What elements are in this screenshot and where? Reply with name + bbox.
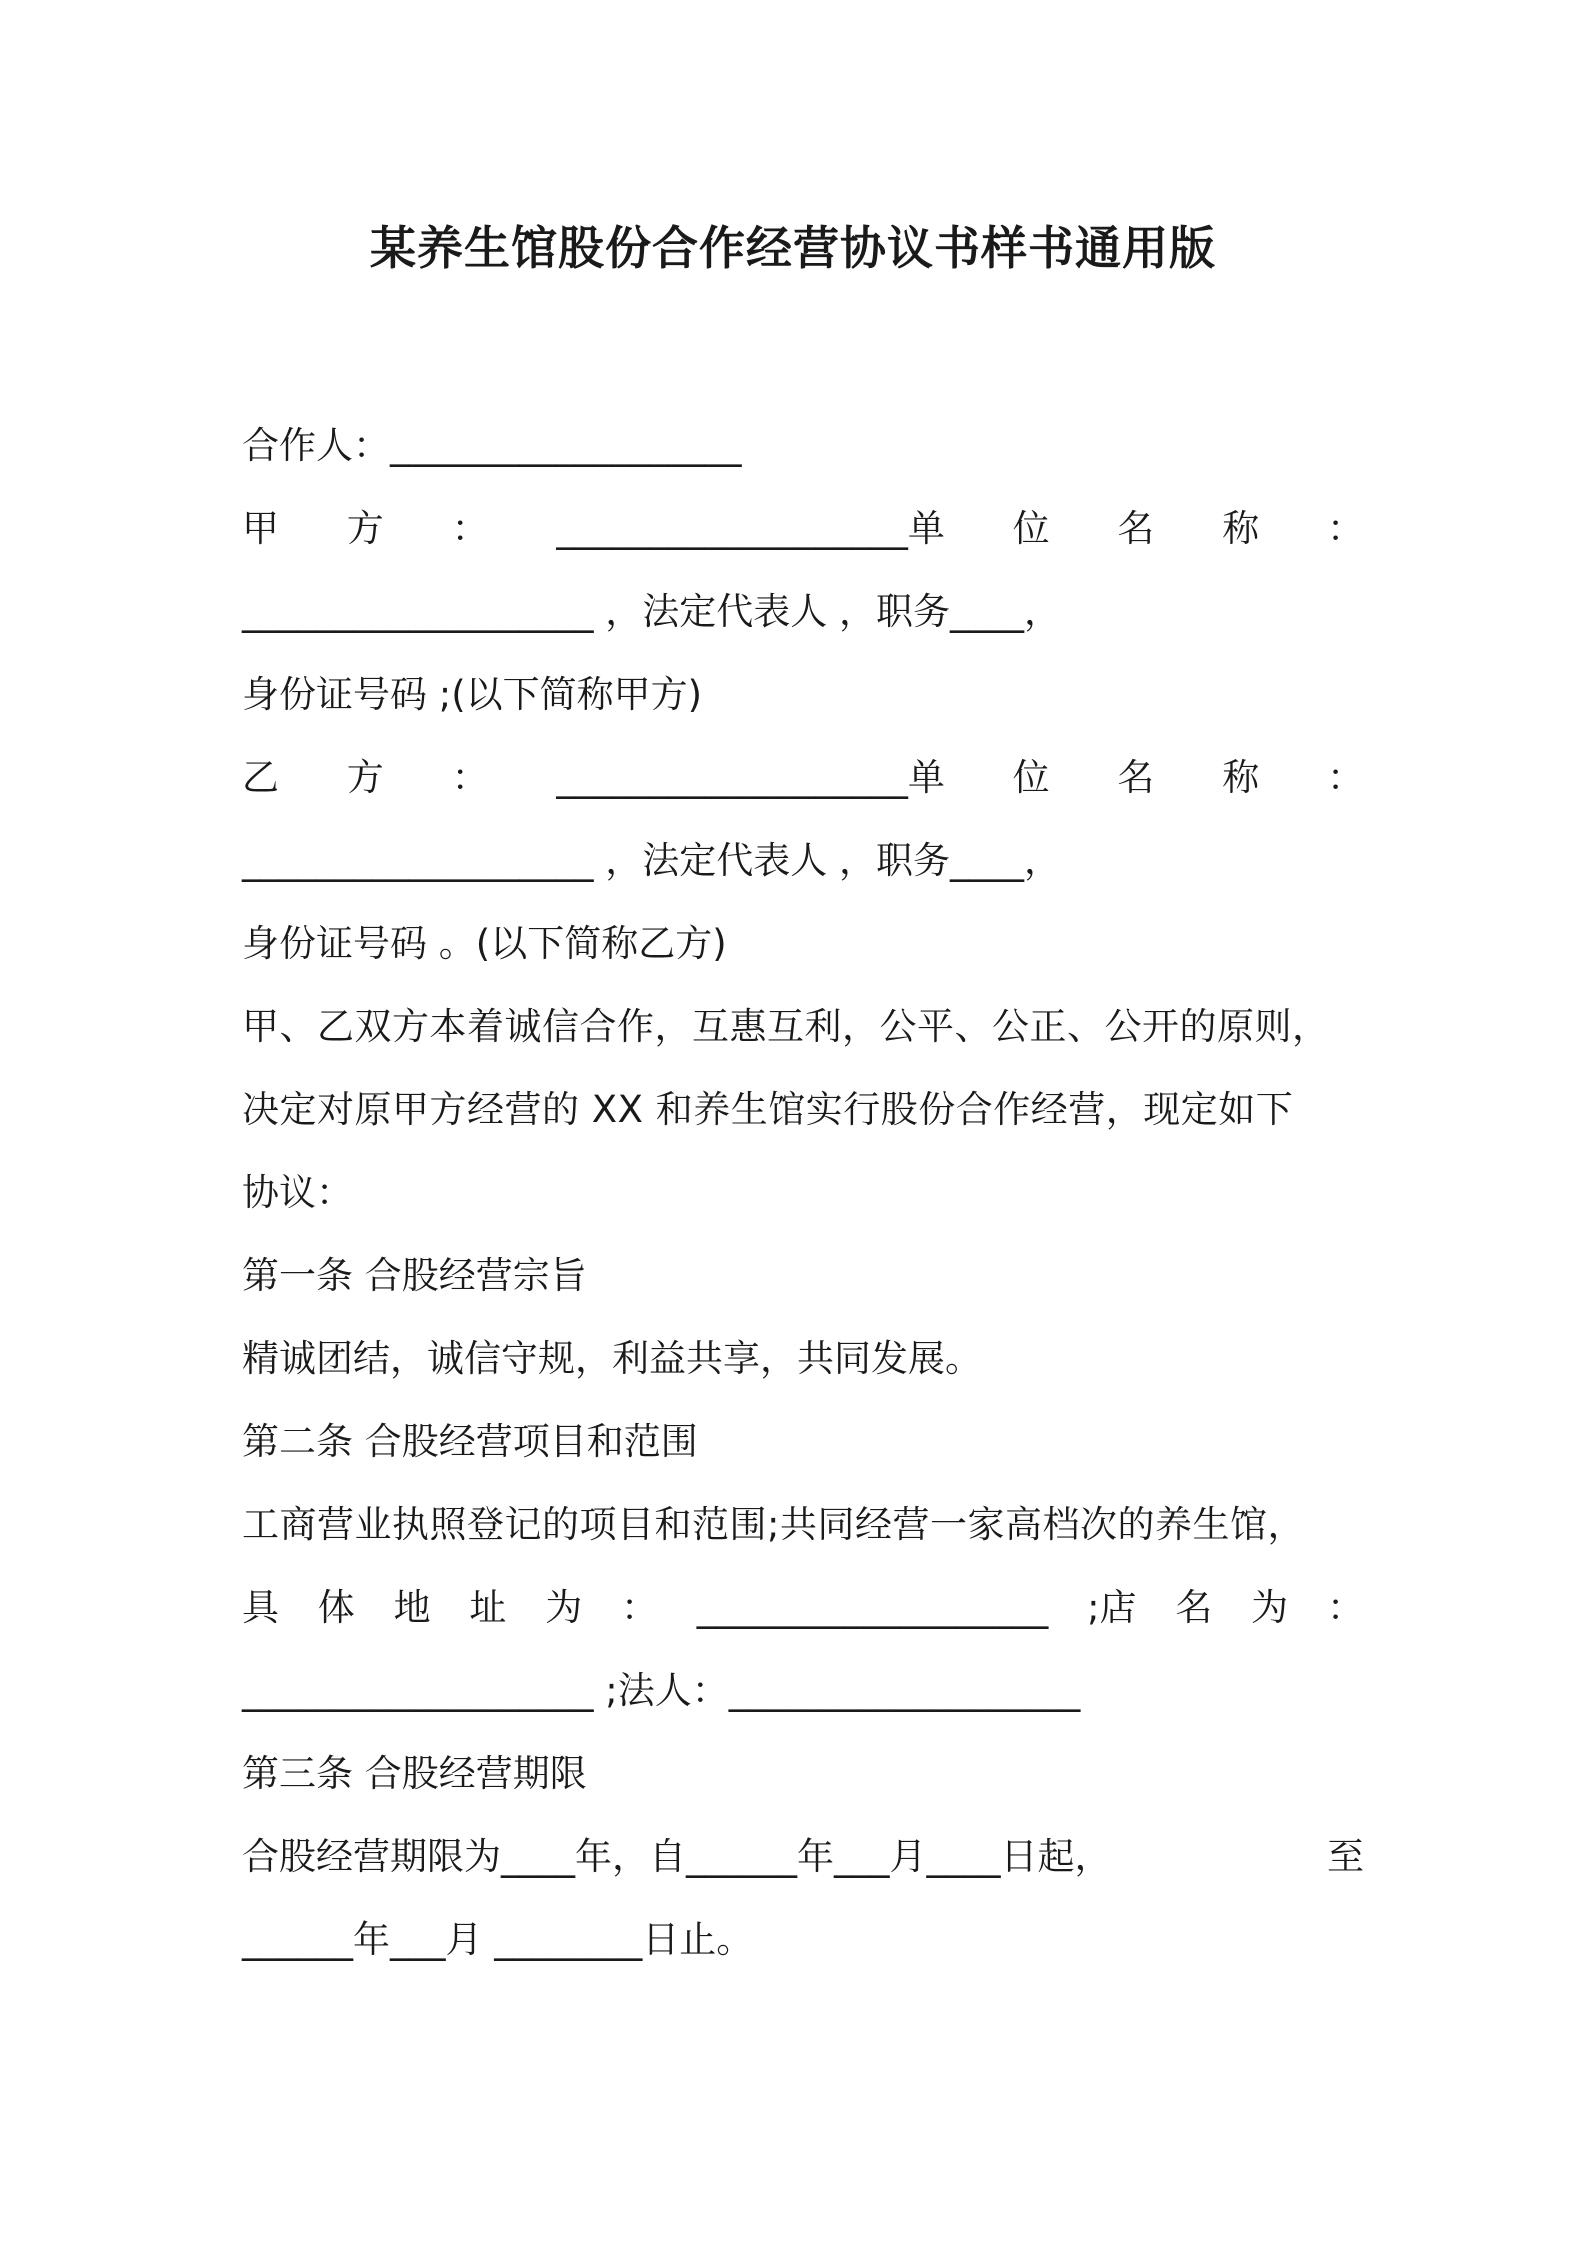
- paragraph-line: 甲、乙双方本着诚信合作，互惠互利，公平、公正、公开的原则，: [242, 1005, 1330, 1048]
- document-title: 某养生馆股份合作经营协议书样书通用版: [370, 221, 1216, 275]
- text-segment: ：: [1326, 507, 1364, 550]
- paragraph-line: 决定对原甲方经营的 XX 和养生馆实行股份合作经营，现定如下: [242, 1088, 1294, 1131]
- text-segment: 名: [1175, 1586, 1213, 1629]
- text-segment: 为: [1251, 1586, 1289, 1629]
- article-text: 精诚团结，诚信守规，利益共享，共同发展。: [242, 1337, 982, 1380]
- party-b-representative-line: ___________________ ，法定代表人 ，职务____，: [242, 839, 1062, 882]
- text-segment: 位: [1012, 756, 1050, 799]
- text-segment: ___________________单: [556, 756, 945, 799]
- term-end-line: ______年___月 ________日止。: [242, 1918, 754, 1961]
- text-segment: ：: [1326, 756, 1364, 799]
- text-segment: 为: [545, 1586, 583, 1629]
- party-a-id-line: 身份证号码 ;(以下简称甲方): [242, 673, 703, 716]
- text-segment: 体: [317, 1586, 355, 1629]
- term-line: [242, 1815, 1364, 1898]
- text-segment: 具: [242, 1586, 279, 1629]
- store-legal-person-line: ___________________ ;法人：___________________: [242, 1669, 1081, 1712]
- text-segment: ;店: [1087, 1586, 1137, 1629]
- text-segment: 甲: [242, 507, 279, 550]
- text-segment: 名: [1117, 507, 1155, 550]
- text-segment: ：: [451, 756, 489, 799]
- text-segment: ：: [1326, 1586, 1364, 1629]
- article-text: 工商营业执照登记的项目和范围;共同经营一家高档次的养生馆，: [242, 1503, 1305, 1546]
- text-segment: 位: [1012, 507, 1050, 550]
- party-a-representative-line: ___________________ ，法定代表人 ，职务____，: [242, 590, 1062, 633]
- text-segment: 方: [346, 507, 384, 550]
- text-segment: 乙: [242, 756, 279, 799]
- text-segment: ：: [620, 1586, 658, 1629]
- paragraph-line: 协议：: [242, 1171, 353, 1214]
- text-segment: 至: [1327, 1835, 1364, 1878]
- text-segment: 名: [1117, 756, 1155, 799]
- party-b-id-line: 身份证号码 。(以下简称乙方): [242, 922, 727, 965]
- text-segment: ___________________: [696, 1586, 1049, 1629]
- address-line: [242, 1566, 1364, 1649]
- text-segment: ___________________单: [556, 507, 945, 550]
- document-body: [242, 404, 1364, 1981]
- text-segment: ：: [451, 507, 489, 550]
- party-a-line: [242, 487, 1364, 570]
- article-heading: 第二条 合股经营项目和范围: [242, 1420, 698, 1463]
- text-segment: 址: [469, 1586, 507, 1629]
- text-segment: 方: [346, 756, 384, 799]
- article-heading: 第三条 合股经营期限: [242, 1752, 587, 1795]
- text-segment: 地: [393, 1586, 431, 1629]
- party-b-line: [242, 736, 1364, 819]
- text-segment: 合股经营期限为____年，自______年___月____日起，: [242, 1835, 1112, 1878]
- text-segment: 称: [1222, 507, 1260, 550]
- article-heading: 第一条 合股经营宗旨: [242, 1254, 587, 1297]
- partner-line: 合作人：___________________: [242, 424, 742, 467]
- text-segment: 称: [1222, 756, 1260, 799]
